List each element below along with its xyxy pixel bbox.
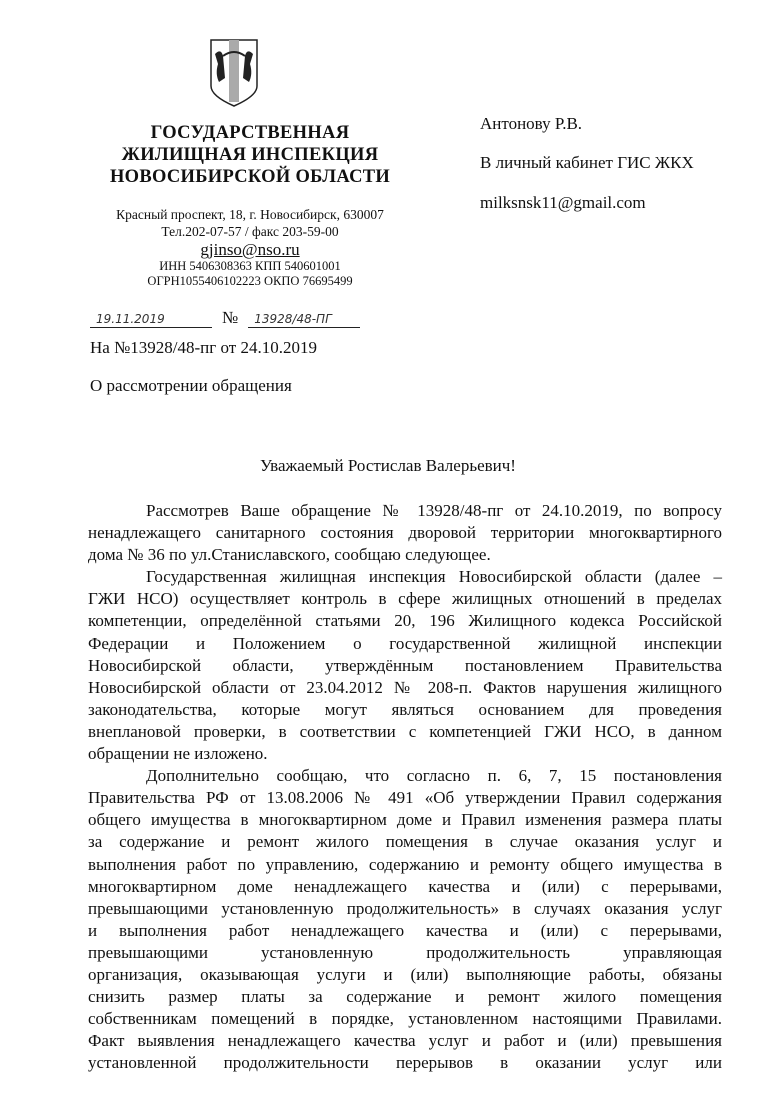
paragraph-line: собственникам помещений в порядке, установленном настоящими Правилами.	[88, 1009, 722, 1029]
reference-number: На №13928/48-пг от 24.10.2019	[90, 338, 317, 357]
handwritten-number: 13928/48-ПГ	[248, 312, 360, 328]
paragraph	[88, 765, 722, 1074]
paragraph-line: ГЖИ НСО) осуществляет контроль в сфере жилищных отношений в пределах	[88, 589, 722, 609]
paragraph-line: и выполнения работ ненадлежащего качества и (или) с перерывами,	[88, 920, 722, 940]
paragraph-line: Дополнительно сообщаю, что согласно п. 6, 7, 15 постановления	[146, 766, 722, 786]
recipient-name: Антонову Р.В.	[480, 114, 583, 133]
organization-contacts	[70, 206, 430, 289]
paragraph-line: превышающими установленную продолжительность управляющая	[88, 942, 722, 962]
paragraph-line: Рассмотрев Ваше обращение № 13928/48-пг от 24.10.2019, по вопросу	[146, 501, 722, 520]
letter-subject: О рассмотрении обращения	[90, 376, 292, 395]
paragraph-line: Новосибирской области от 23.04.2012 № 208-п. Фактов нарушения жилищного	[88, 677, 722, 697]
paragraph-line: Факт выявления ненадлежащего качества услуг и работ и (или) превышения	[88, 1031, 722, 1051]
paragraph-line: Государственная жилищная инспекция Новосибирской области (далее –	[146, 567, 722, 587]
paragraph-line: ненадлежащего санитарного состояния дворовой территории многоквартирного	[88, 523, 722, 543]
registration-line	[90, 308, 360, 328]
paragraph-line: общего имущества в многоквартирном доме и Правил изменения размера платы	[88, 810, 722, 830]
number-sign: №	[222, 308, 239, 327]
paragraph-line: компетенции, определённой статьями 20, 196 Жилищного кодекса Российской	[88, 611, 722, 631]
paragraph-line: Федерации и Положением о государственной жилищной инспекции	[88, 633, 722, 653]
org-line: ЖИЛИЩНАЯ ИНСПЕКЦИЯ	[121, 145, 379, 165]
org-line: НОВОСИБИРСКОЙ ОБЛАСТИ	[109, 167, 391, 187]
recipient-delivery: В личный кабинет ГИС ЖКХ	[480, 153, 694, 172]
paragraph-line: за содержание и ремонт жилого помещения в случае оказания услуг и	[88, 832, 722, 852]
org-line: ГОСУДАРСТВЕННАЯ	[150, 123, 350, 143]
paragraph-line: внеплановой проверки, в соответствии с компетенцией ГЖИ НСО, в данном	[88, 721, 722, 741]
paragraph	[88, 500, 722, 566]
paragraph-line: обращении не изложено.	[88, 744, 268, 764]
paragraph-line: дома № 36 по ул.Станиславского, сообщаю следующее.	[88, 545, 491, 565]
paragraph	[88, 566, 722, 765]
paragraph-line: законодательства, которые могут являться основанием для проведения	[88, 699, 722, 719]
paragraph-line: снизить размер платы за содержание и ремонт жилого помещения	[88, 987, 722, 1007]
inn-kpp: ИНН 5406308363 КПП 540601001	[159, 259, 341, 273]
ogrn-okpo: ОГРН1055406102223 ОКПО 76695499	[147, 274, 353, 288]
recipient-email: milksnsk11@gmail.com	[480, 193, 646, 212]
paragraph-line: превышающими установленную продолжительность» в случаях оказания услуг	[88, 898, 722, 918]
org-email-link[interactable]: gjinso@nso.ru	[200, 240, 300, 259]
organization-name	[70, 122, 430, 188]
paragraph-line: выполнения работ по управлению, содержанию и ремонту общего имущества в	[88, 854, 722, 874]
paragraph-line: установленной продолжительности перерывов в оказании услуг или	[88, 1053, 722, 1073]
coat-of-arms-icon	[209, 34, 259, 108]
paragraph-line: Правительства РФ от 13.08.2006 № 491 «Об утверждении Правил содержания	[88, 788, 722, 808]
address: Красный проспект, 18, г. Новосибирск, 630007	[116, 207, 384, 222]
phone: Тел.202-07-57 / факс 203-59-00	[161, 224, 339, 239]
handwritten-date: 19.11.2019	[90, 312, 212, 328]
salutation: Уважаемый Ростислав Валерьевич!	[260, 456, 516, 475]
paragraph-line: многоквартирном доме ненадлежащего качества и (или) с перерывами,	[88, 876, 722, 896]
paragraph-line: Новосибирской области, утверждённым постановлением Правительства	[88, 655, 722, 675]
letter-body	[88, 500, 722, 1074]
paragraph-line: организация, оказывающая услуги и (или) выполняющие работы, обязаны	[88, 964, 722, 984]
